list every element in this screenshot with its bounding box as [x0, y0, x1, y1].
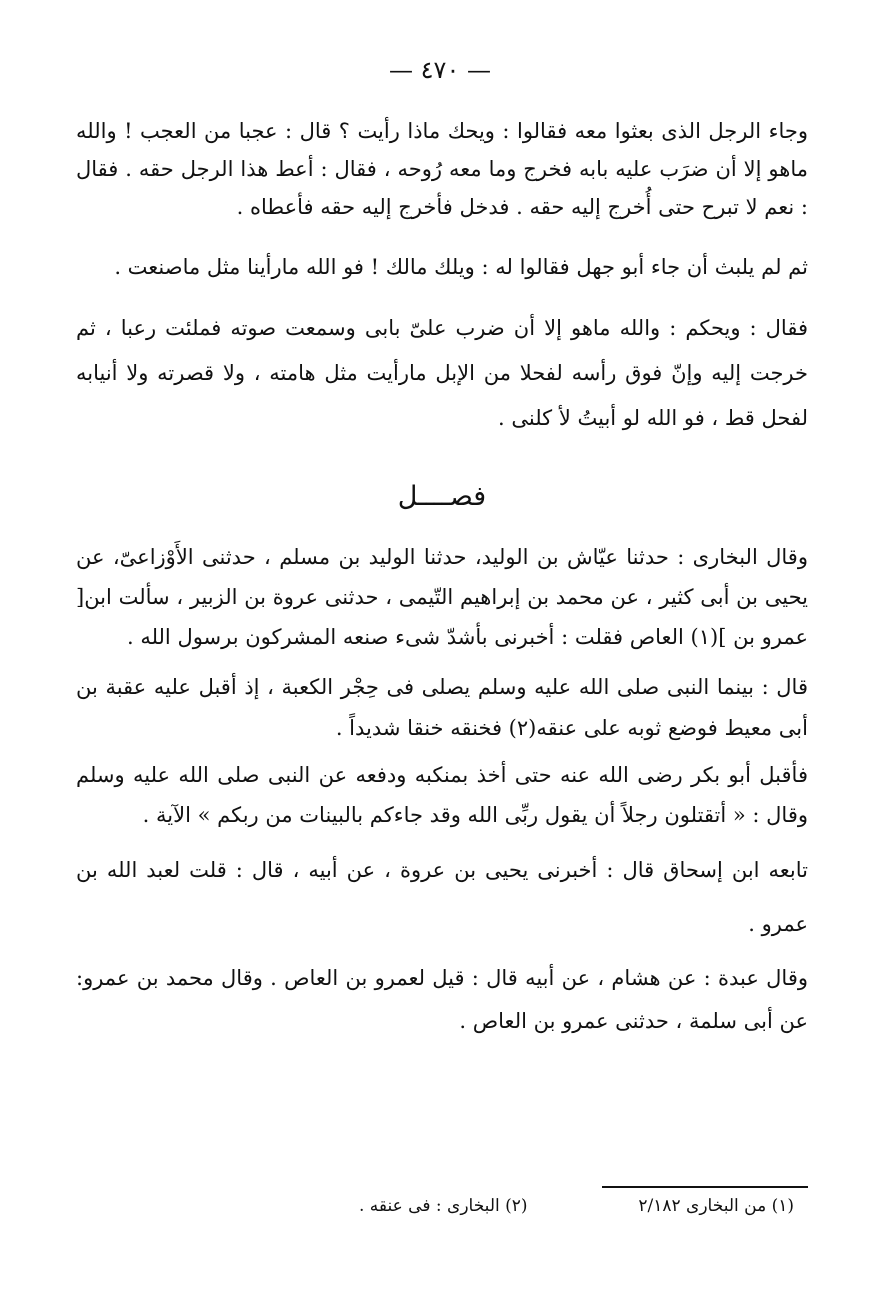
paragraph: فأقبل أبو بكر رضى الله عنه حتى أخذ بمنكبه ودفعه عن النبى صلى الله عليه وسلم وقال : « أتقتلون رجلاً أن يقول ربِّى الله وقد جاءكم بالبينات من ربكم » الآية . — [76, 763, 808, 827]
paragraph: قال : بينما النبى صلى الله عليه وسلم يصلى فى حِجْر الكعبة ، إذ أقبل عليه عقبة بن أبى معيط فوضع ثوبه على عنقه(٢) فخنقه خنقا شديداً . — [76, 675, 808, 740]
section-heading: فصــــل — [397, 481, 487, 512]
main-text — [76, 112, 808, 1043]
paragraph: وقال عبدة : عن هشام ، عن أبيه قال : قيل لعمرو بن العاص . وقال محمد بن عمرو: عن أبى سلمة ، حدثنى عمرو بن العاص . — [76, 966, 808, 1033]
footnote-1: (١) من البخارى ٢/١٨٢ — [638, 1196, 794, 1216]
footnotes — [359, 1196, 794, 1216]
page-number: — ٤٧٠ — — [389, 56, 491, 84]
paragraph: ثم لم يلبث أن جاء أبو جهل فقالوا له : ويلك مالك ! فو الله مارأينا مثل ماصنعت . — [114, 255, 808, 279]
paragraph: تابعه ابن إسحاق قال : أخبرنى يحيى بن عروة ، عن أبيه ، قال : قلت لعبد الله بن عمرو . — [76, 858, 808, 936]
footnote-divider — [602, 1186, 808, 1188]
paragraph: وجاء الرجل الذى بعثوا معه فقالوا : ويحك ماذا رأيت ؟ قال : عجبا من العجب ! والله ماهو إلا أن ضرَب عليه بابه فخرج وما معه رُوحه ، فقال : أعط هذا الرجل حقه . فقال : نعم لا تبرح حتى أُخرج إليه حقه . فدخل فأخرج إليه حقه فأعطاه . — [76, 119, 808, 219]
paragraph: فقال : ويحكم : والله ماهو إلا أن ضرب علىّ بابى وسمعت صوته فملئت رعبا ، ثم خرجت إليه وإنّ فوق رأسه لفحلا من الإبل مارأيت مثل هامته ، ولا قصرته ولا أنيابه لفحل قط ، فو الله لو أبيتُ لأ كلنى . — [76, 316, 808, 430]
paragraph: وقال البخارى : حدثنا عيّاش بن الوليد، حدثنا الوليد بن مسلم ، حدثنى الأَوْزاعىّ، عن يحيى بن أبى كثير ، عن محمد بن إبراهيم التّيمى ، حدثنى عروة بن الزبير ، سألت ابن[ عمرو بن ](١) العاص فقلت : أخبرنى بأشدّ شىء صنعه المشركون برسول الله . — [76, 545, 808, 649]
footnote-2: (٢) البخارى : فى عنقه . — [358, 1196, 528, 1216]
